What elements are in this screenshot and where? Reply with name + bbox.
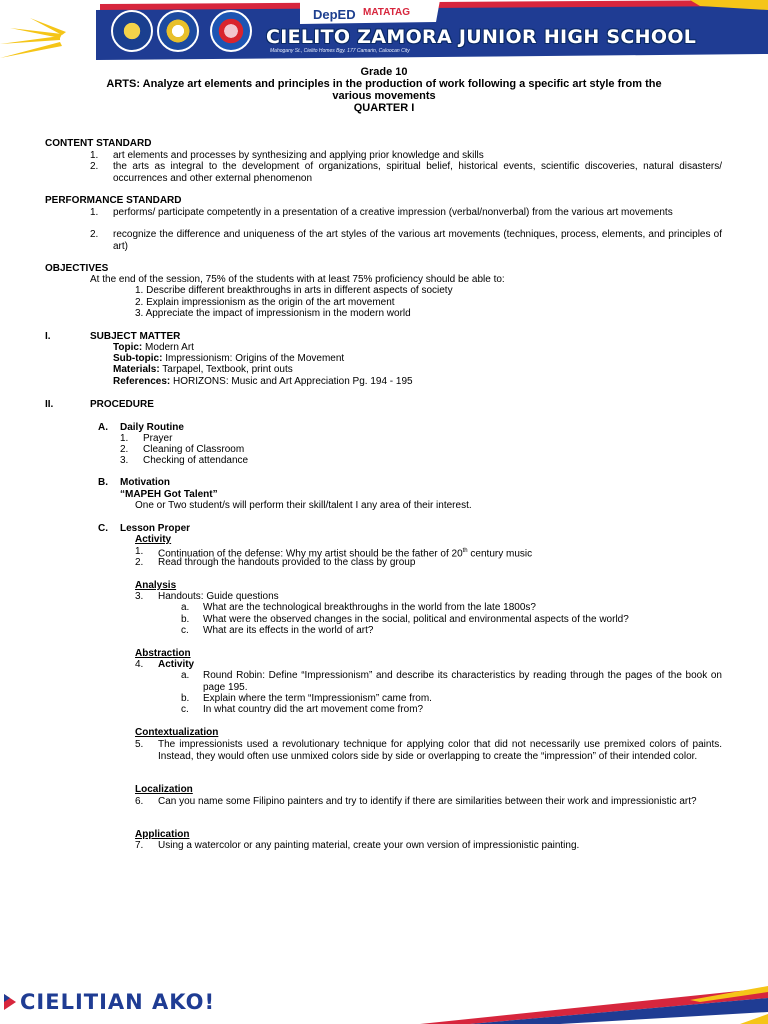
objective-item: 3. Appreciate the impact of impressionism in the modern world <box>135 308 411 319</box>
performance-standard-num: 2. <box>90 229 99 240</box>
topic-line <box>113 342 194 354</box>
materials-value: Tarpapel, Textbook, print outs <box>162 364 293 375</box>
abstraction-subitem: Round Robin: Define “Impressionism” and describe its characteristics by reading through the pages of the book on page 195. <box>203 670 722 693</box>
daily-routine-letter: A. <box>98 422 108 433</box>
analysis-subitem: What are its effects in the world of art? <box>203 625 374 636</box>
contextualization-num: 5. <box>135 739 144 750</box>
application-item: Using a watercolor or any painting material, create your own version of impressionistic painting. <box>158 840 580 851</box>
content-standard-num: 1. <box>90 150 99 161</box>
routine-num: 1. <box>120 433 129 444</box>
content-standard-heading: CONTENT STANDARD <box>45 138 152 149</box>
performance-standard-item: recognize the difference and uniqueness of the art styles of the various art movements (techniques, process, elements, and principles of art) <box>113 229 722 252</box>
routine-num: 3. <box>120 455 129 466</box>
content-standard-item: the arts as integral to the development of organizations, spiritual belief, historical events, scientific discoveries, natural disasters/ occurrences and other external phenomenon <box>113 161 722 184</box>
localization-heading: Localization <box>135 784 193 795</box>
application-num: 7. <box>135 840 144 851</box>
lesson-proper-heading: Lesson Proper <box>120 523 191 534</box>
subject-matter-numeral: I. <box>45 331 51 342</box>
objective-item: 2. Explain impressionism as the origin of the art movement <box>135 297 395 308</box>
subject-matter-heading: SUBJECT MATTER <box>90 331 181 342</box>
motivation-letter: B. <box>98 477 108 488</box>
matatag-logo: MATATAG <box>363 7 411 18</box>
school-seal-logo <box>210 10 252 52</box>
activity-num: 1. <box>135 546 144 557</box>
motivation-text: One or Two student/s will perform their skill/talent I any area of their interest. <box>135 500 472 511</box>
subtopic-line <box>113 353 344 365</box>
deped-logo: DepED <box>313 7 356 22</box>
competency-title-cont: various movements <box>332 90 436 102</box>
localization-item: Can you name some Filipino painters and try to identify if there are similarities between their work and impressionistic art? <box>158 796 697 807</box>
abstraction-item: Activity <box>158 659 195 670</box>
localization-num: 6. <box>135 796 144 807</box>
routine-item: Cleaning of Classroom <box>143 444 245 455</box>
performance-standard-item: performs/ participate competently in a presentation of a creative impression (verbal/nonverbal) from the various art movements <box>113 207 673 218</box>
topic-label: Topic: <box>113 342 143 353</box>
materials-label: Materials: <box>113 364 160 375</box>
references-label: References: <box>113 376 171 387</box>
activity-num: 2. <box>135 557 144 568</box>
materials-line <box>113 364 293 376</box>
subtopic-label: Sub-topic: <box>113 353 163 364</box>
routine-num: 2. <box>120 444 129 455</box>
motivation-title: “MAPEH Got Talent” <box>120 489 218 500</box>
analysis-heading: Analysis <box>135 580 177 591</box>
references-value: HORIZONS: Music and Art Appreciation Pg. 194 - 195 <box>173 376 413 387</box>
application-heading: Application <box>135 829 190 840</box>
daily-routine-heading: Daily Routine <box>120 422 184 433</box>
activity-item: Read through the handouts provided to the class by group <box>158 557 416 568</box>
motivation-heading: Motivation <box>120 477 170 488</box>
activity-heading: Activity <box>135 534 172 545</box>
procedure-heading: PROCEDURE <box>90 399 154 410</box>
abstraction-subitem: Explain where the term “Impressionism” came from. <box>203 693 432 704</box>
activity-item-text: Continuation of the defense: Why my artist should be the father of 20 <box>158 548 463 560</box>
topic-value: Modern Art <box>145 342 194 353</box>
contextualization-heading: Contextualization <box>135 727 219 738</box>
content-standard-num: 2. <box>90 161 99 172</box>
analysis-subitem: What were the observed changes in the social, political and environmental aspects of the world? <box>203 614 629 625</box>
routine-item: Checking of attendance <box>143 455 249 466</box>
references-line <box>113 376 413 388</box>
analysis-item: Handouts: Guide questions <box>158 591 279 602</box>
objective-item: 1. Describe different breakthroughs in arts in different aspects of society <box>135 285 453 296</box>
school-footer <box>0 982 768 1024</box>
abstraction-heading: Abstraction <box>135 648 191 659</box>
school-header <box>0 0 768 62</box>
content-standard-item: art elements and processes by synthesizing and applying prior knowledge and skills <box>113 150 484 161</box>
analysis-sub-letter: c. <box>181 625 189 636</box>
objectives-intro: At the end of the session, 75% of the students with at least 75% proficiency should be able to: <box>90 274 505 285</box>
activity-item-sup: th <box>462 548 468 554</box>
analysis-subitem: What are the technological breakthroughs in the world from the late 1800s? <box>203 602 536 613</box>
abstraction-sub-letter: c. <box>181 704 189 715</box>
analysis-sub-letter: b. <box>181 614 190 625</box>
division-seal-logo <box>157 10 199 52</box>
objectives-heading: OBJECTIVES <box>45 263 109 274</box>
lesson-proper-letter: C. <box>98 523 108 534</box>
footer-slogan: CIELITIAN AKO! <box>20 990 216 1014</box>
subtopic-value: Impressionism: Origins of the Movement <box>165 353 345 364</box>
school-name: CIELITO ZAMORA JUNIOR HIGH SCHOOL <box>266 26 697 48</box>
performance-standard-heading: PERFORMANCE STANDARD <box>45 195 182 206</box>
activity-item-text-after: century music <box>467 548 533 560</box>
deped-seal-logo <box>111 10 153 52</box>
abstraction-num: 4. <box>135 659 144 670</box>
grade-title: Grade 10 <box>360 66 408 78</box>
performance-standard-num: 1. <box>90 207 99 218</box>
routine-item: Prayer <box>143 433 173 444</box>
procedure-numeral: II. <box>45 399 54 410</box>
abstraction-sub-letter: a. <box>181 670 190 681</box>
analysis-num: 3. <box>135 591 144 602</box>
quarter-title: QUARTER I <box>353 102 415 114</box>
contextualization-item: The impressionists used a revolutionary technique for applying color that did not necessarily use premixed colors of paints. Instead, they would often use unmixed colors side by side or overlapping to create the “impression” of their intended color. <box>158 739 722 762</box>
abstraction-subitem: In what country did the art movement come from? <box>203 704 424 715</box>
competency-title: ARTS: Analyze art elements and principles in the production of work following a specific art style from the <box>106 78 662 90</box>
abstraction-sub-letter: b. <box>181 693 190 704</box>
analysis-sub-letter: a. <box>181 602 190 613</box>
school-address: Mahogany St., Cielito Homes Bgy. 177 Camarin, Caloocan City <box>270 48 410 54</box>
